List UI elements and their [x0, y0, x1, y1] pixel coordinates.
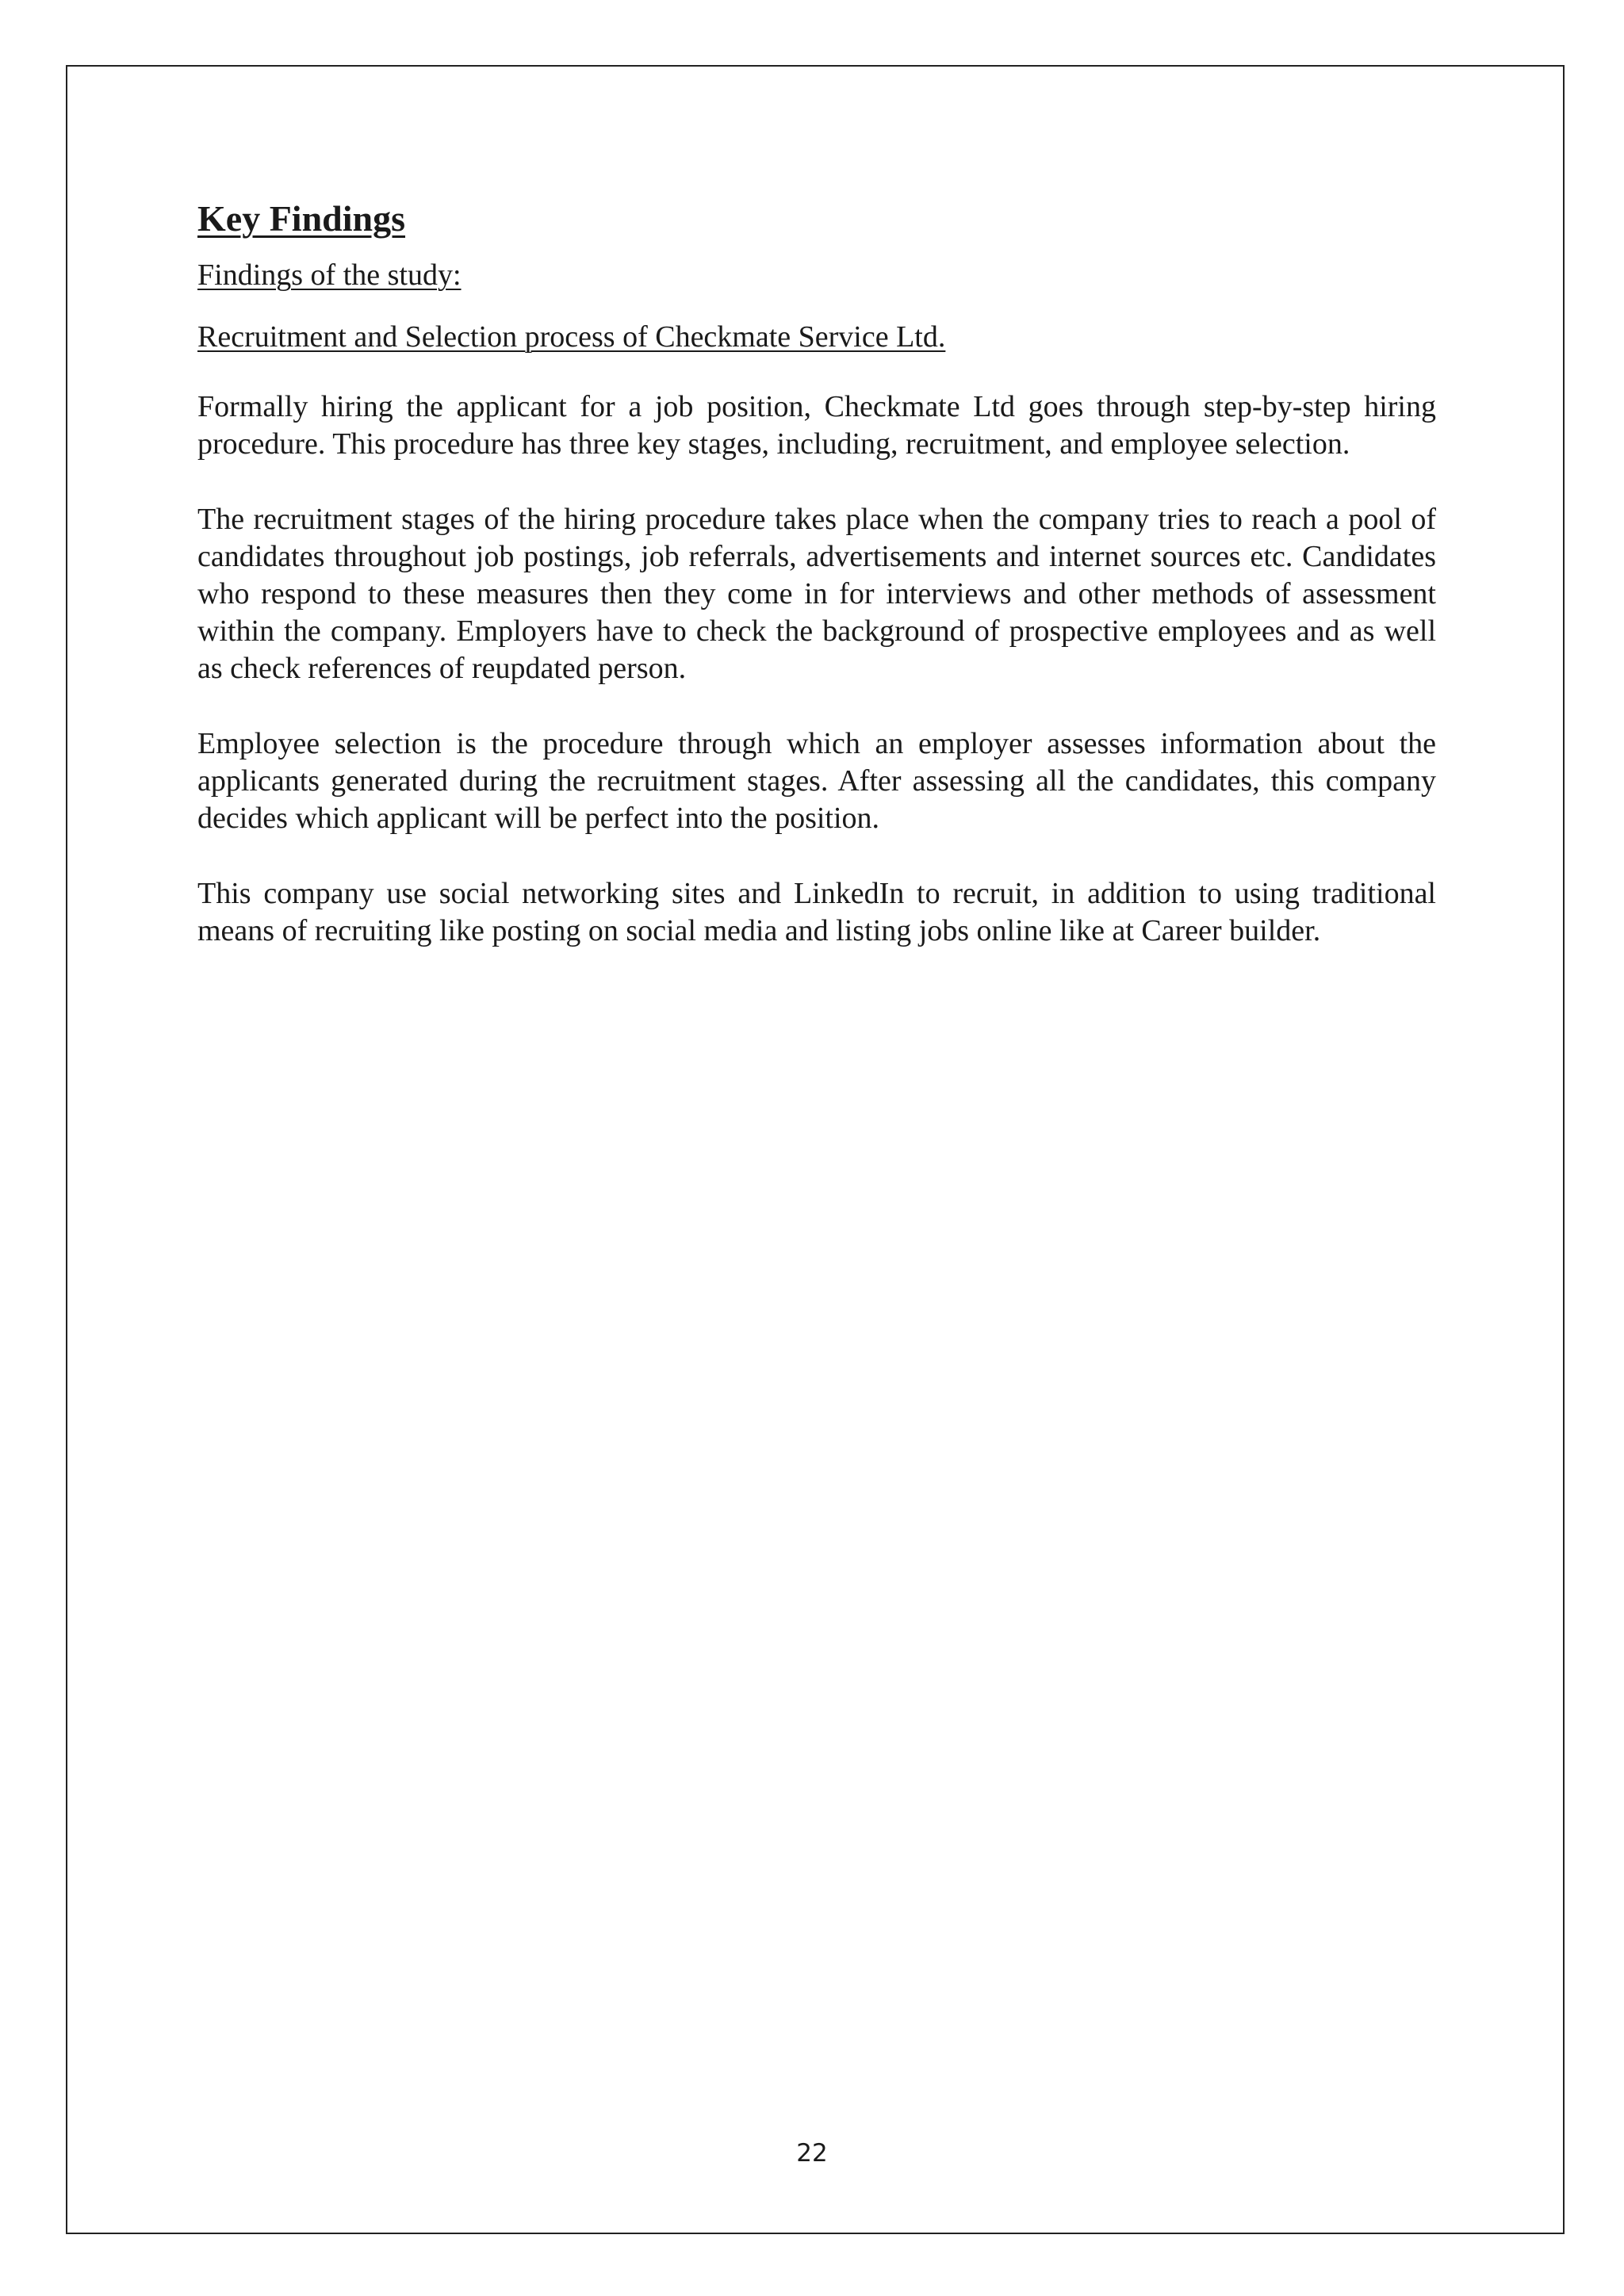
findings-subheading: Findings of the study: — [197, 258, 462, 293]
paragraph-recruiting-channels: This company use social networking sites and LinkedIn to recruit, in addition to using traditional means of recruiting like posting on social media and listing jobs online like at Career builder. — [197, 876, 1436, 947]
paragraph-employee-selection: Employee selection is the procedure through which an employer assesses information about the applicants generated during the recruitment stages. After assessing all the candidates, this company decides which applicant will be perfect into the position. — [197, 726, 1436, 835]
process-subheading: Recruitment and Selection process of Checkmate Service Ltd. — [197, 320, 946, 354]
section-heading: Key Findings — [197, 198, 406, 239]
paragraph-recruitment-stage: The recruitment stages of the hiring procedure takes place when the company tries to reach a pool of candidates throughout job postings, job referrals, advertisements and internet sources etc. Candidates who respond to these measures then they come in for interviews and other methods of assessment within the company. Employers have to check the background of prospective employees and as well as check references of reupdated person. — [197, 502, 1436, 685]
page-number: 22 — [796, 2139, 828, 2168]
paragraph-hiring-overview: Formally hiring the applicant for a job position, Checkmate Ltd goes through step-by-step hiring procedure. This procedure has three key stages, including, recruitment, and employee selection. — [197, 389, 1436, 461]
page-content — [197, 197, 1436, 988]
